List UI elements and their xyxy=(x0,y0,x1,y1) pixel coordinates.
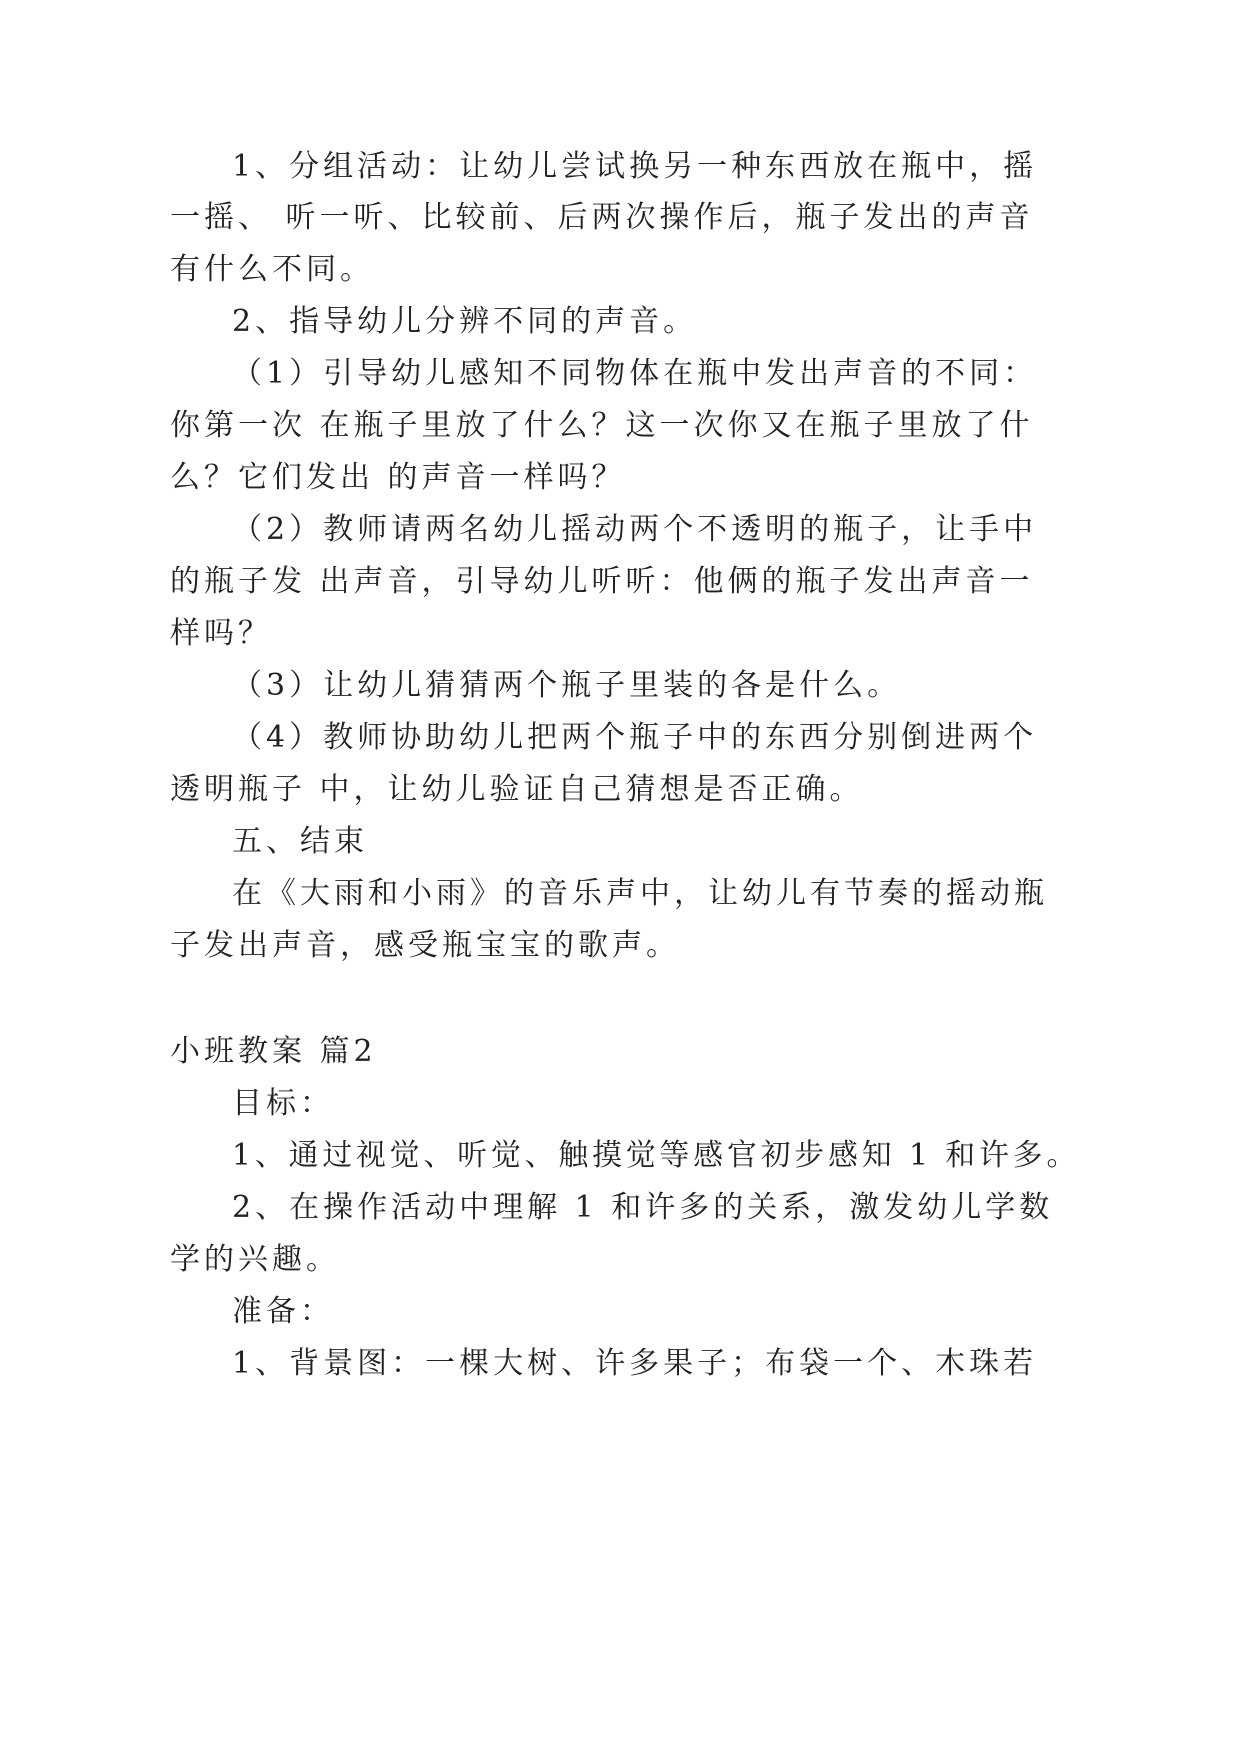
text-line: （2）教师请两名幼儿摇动两个不透明的瓶子，让手中 xyxy=(232,512,1038,547)
text-line: 的瓶子发 出声音，引导幼儿听听：他俩的瓶子发出声音一 xyxy=(170,564,1034,599)
text-line: 透明瓶子 中，让幼儿验证自己猜想是否正确。 xyxy=(170,772,864,807)
text-line: 有什么不同。 xyxy=(170,252,374,287)
text-line: 1、通过视觉、听觉、触摸觉等感官初步感知 1 和许多。 xyxy=(232,1138,1081,1173)
text-line: （3）让幼儿猜猜两个瓶子里装的各是什么。 xyxy=(232,668,902,703)
text-line: 1、背景图：一棵大树、许多果子；布袋一个、木珠若 xyxy=(232,1346,1038,1381)
text-line: 在《大雨和小雨》的音乐声中，让幼儿有节奏的摇动瓶 xyxy=(232,876,1048,911)
text-line: 1、分组活动：让幼儿尝试换另一种东西放在瓶中，摇 xyxy=(232,149,1038,184)
section-heading: 准备： xyxy=(232,1294,334,1329)
lesson-title: 小班教案 篇2 xyxy=(170,1034,377,1069)
text-line: （1）引导幼儿感知不同物体在瓶中发出声音的不同： xyxy=(232,356,1038,391)
text-line: （4）教师协助幼儿把两个瓶子中的东西分别倒进两个 xyxy=(232,720,1038,755)
text-line: 子发出声音，感受瓶宝宝的歌声。 xyxy=(170,928,680,963)
text-line: 2、在操作活动中理解 1 和许多的关系，激发幼儿学数 xyxy=(232,1190,1054,1225)
text-line: 一摇、 听一听、比较前、后两次操作后，瓶子发出的声音 xyxy=(170,200,1034,235)
text-line: 样吗？ xyxy=(170,616,272,651)
text-line: 2、指导幼儿分辨不同的声音。 xyxy=(232,304,698,339)
section-heading: 目标： xyxy=(232,1086,334,1121)
text-line: 你第一次 在瓶子里放了什么？这一次你又在瓶子里放了什 xyxy=(170,408,1034,443)
section-heading: 五、结束 xyxy=(232,824,368,859)
text-line: 学的兴趣。 xyxy=(170,1242,340,1277)
text-line: 么？它们发出 的声音一样吗？ xyxy=(170,460,626,495)
